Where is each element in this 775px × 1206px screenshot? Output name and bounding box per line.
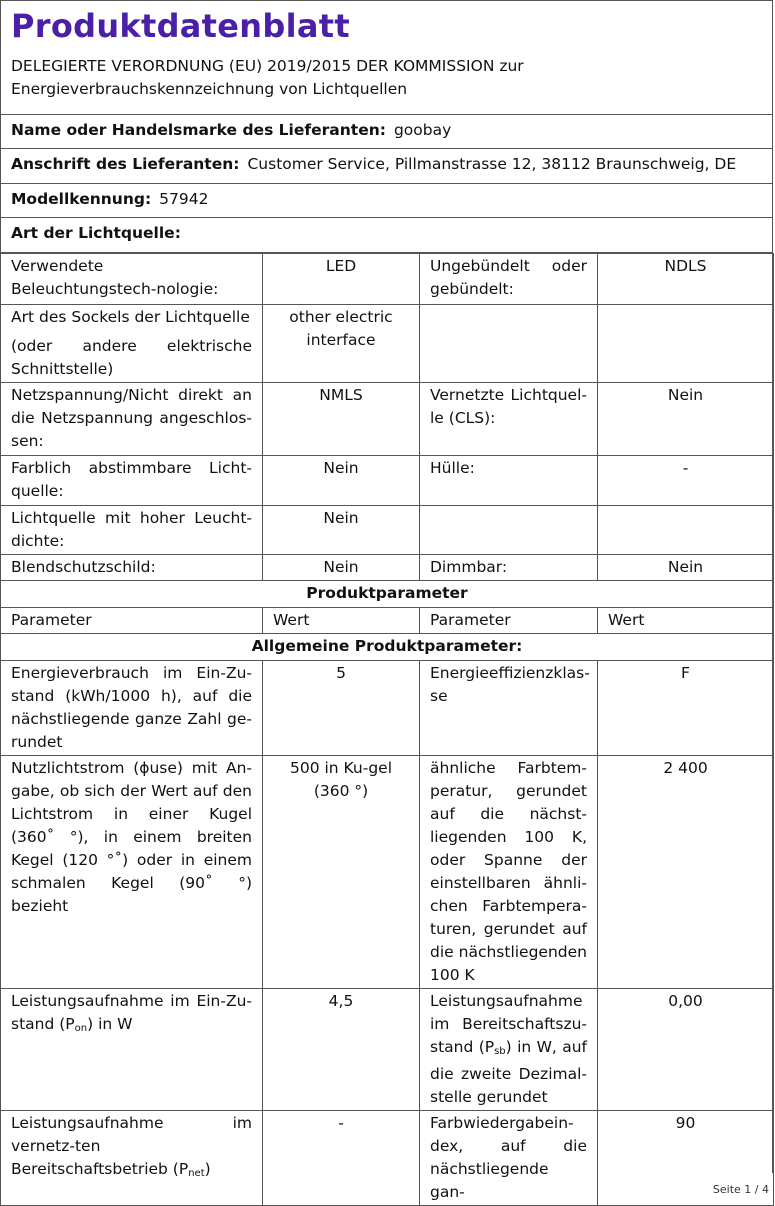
table-row (1, 756, 774, 989)
label-text: ) in W (87, 1015, 133, 1033)
subtitle-line-2: Energieverbrauchskennzeichnung von Lichtquellen (11, 80, 408, 98)
row-label: Blendschutzschild: (1, 555, 263, 581)
row-label: Vernetzte Lichtquel-le (CLS): (420, 383, 598, 456)
param-header-row (1, 608, 774, 634)
supplier-address-row (1, 149, 772, 184)
row-label: Verwendete Beleuchtungstech-nologie: (1, 254, 263, 305)
row-value: Nein (598, 383, 774, 456)
row-label: Hülle: (420, 456, 598, 506)
supplier-address-label: Anschrift des Lieferanten: (11, 155, 240, 173)
row-value: 4,5 (263, 989, 420, 1111)
column-header: Parameter (1, 608, 263, 634)
row-label (420, 506, 598, 555)
row-label (420, 989, 598, 1111)
row-label (1, 305, 263, 383)
lightsource-table (0, 253, 774, 1206)
row-value: 2 400 (598, 756, 774, 989)
row-value: other electric interface (263, 305, 420, 383)
row-value: Nein (263, 506, 420, 555)
table-row (1, 456, 774, 506)
socket-label: Art des Sockels der Lichtquelle (11, 308, 250, 326)
label-subscript: sb (494, 1046, 506, 1057)
supplier-name-row (1, 115, 772, 149)
document-header (1, 1, 772, 115)
row-label: Dimmbar: (420, 555, 598, 581)
table-row (1, 506, 774, 555)
row-value: Nein (598, 555, 774, 581)
row-label: Netzspannung/Nicht direkt an die Netzspannung angeschlos-sen: (1, 383, 263, 456)
label-subscript: net (188, 1168, 205, 1179)
row-label: Energieverbrauch im Ein-Zu-stand (kWh/1000 h), auf die nächstliegende ganze Zahl ge-rundet (1, 661, 263, 756)
column-header: Wert (598, 608, 774, 634)
table-row (1, 305, 774, 383)
page-title: Produktdatenblatt (11, 7, 350, 45)
label-text: Leistungsaufnahme im Bereitschaftszu-stand (P (430, 992, 587, 1056)
column-header: Parameter (420, 608, 598, 634)
row-value: - (598, 456, 774, 506)
table-row (1, 1111, 774, 1206)
general-params-heading: Allgemeine Produktparameter: (1, 634, 774, 661)
row-label (1, 989, 263, 1111)
lightsource-type-label: Art der Lichtquelle: (11, 224, 181, 242)
lightsource-type-row (1, 218, 772, 253)
product-params-heading: Produktparameter (1, 581, 774, 608)
supplier-name-label: Name oder Handelsmarke des Lieferanten: (11, 121, 386, 139)
row-label: Nutzlichtstrom (ɸuse) mit An-gabe, ob sich der Wert auf den Lichtstrom in einer Kugel (360˚ °), in einem breiten Kegel (120 °˚) oder in einem schmalen Kegel (90˚ °) bezieht (1, 756, 263, 989)
table-row (1, 383, 774, 456)
label-text: ) (204, 1160, 211, 1178)
subtitle-line-1: DELEGIERTE VERORDNUNG (EU) 2019/2015 DER KOMMISSION zur (11, 57, 524, 75)
label-subscript: on (74, 1023, 88, 1034)
row-label (1, 1111, 263, 1206)
row-value: 0,00 (598, 989, 774, 1111)
table-row (1, 555, 774, 581)
row-value: Nein (263, 555, 420, 581)
label-text: Leistungsaufnahme im Ein-Zu-stand (P (11, 992, 252, 1033)
row-value: 90 (598, 1111, 774, 1206)
row-value (598, 305, 774, 383)
table-row (1, 989, 774, 1111)
row-label: Lichtquelle mit hoher Leucht-dichte: (1, 506, 263, 555)
table-row (1, 661, 774, 756)
row-value: - (263, 1111, 420, 1206)
row-label: Ungebündelt oder gebündelt: (420, 254, 598, 305)
regulation-subtitle (11, 55, 762, 101)
model-id-label: Modellkennung: (11, 190, 152, 208)
model-id-row (1, 184, 772, 218)
row-label: Farbwiedergabein-dex, auf die nächstliegende gan- (420, 1111, 598, 1206)
section-heading-row (1, 581, 774, 608)
label-text: Leistungsaufnahme im vernetz-ten Bereitschaftsbetrieb (P (11, 1114, 252, 1178)
page-number: Seite 1 / 4 (712, 1183, 769, 1196)
socket-label-note: (oder andere elektrische Schnittstelle) (11, 337, 252, 378)
row-label: Farblich abstimmbare Licht-quelle: (1, 456, 263, 506)
row-value: LED (263, 254, 420, 305)
row-value: 5 (263, 661, 420, 756)
row-value: 500 in Ku-gel (360 °) (263, 756, 420, 989)
table-row (1, 254, 774, 305)
row-label (420, 305, 598, 383)
row-value: NDLS (598, 254, 774, 305)
row-label: ähnliche Farbtem-peratur, gerundet auf die nächst-liegenden 100 K, oder Spanne der einstellbaren ähnli-chen Farbtempera-turen, gerundet auf die nächstliegenden 100 K (420, 756, 598, 989)
row-label: Energieeffizienzklas-se (420, 661, 598, 756)
model-id-value: 57942 (159, 190, 209, 208)
supplier-name-value: goobay (393, 121, 452, 139)
label-text: ) in W, auf die zweite Dezimal-stelle gerundet (430, 1038, 587, 1106)
row-value: F (598, 661, 774, 756)
supplier-address-value: Customer Service, Pillmanstrasse 12, 38112 Braunschweig, DE (247, 155, 737, 173)
row-value: NMLS (263, 383, 420, 456)
row-value (598, 506, 774, 555)
column-header: Wert (263, 608, 420, 634)
section-heading-row (1, 634, 774, 661)
row-value: Nein (263, 456, 420, 506)
